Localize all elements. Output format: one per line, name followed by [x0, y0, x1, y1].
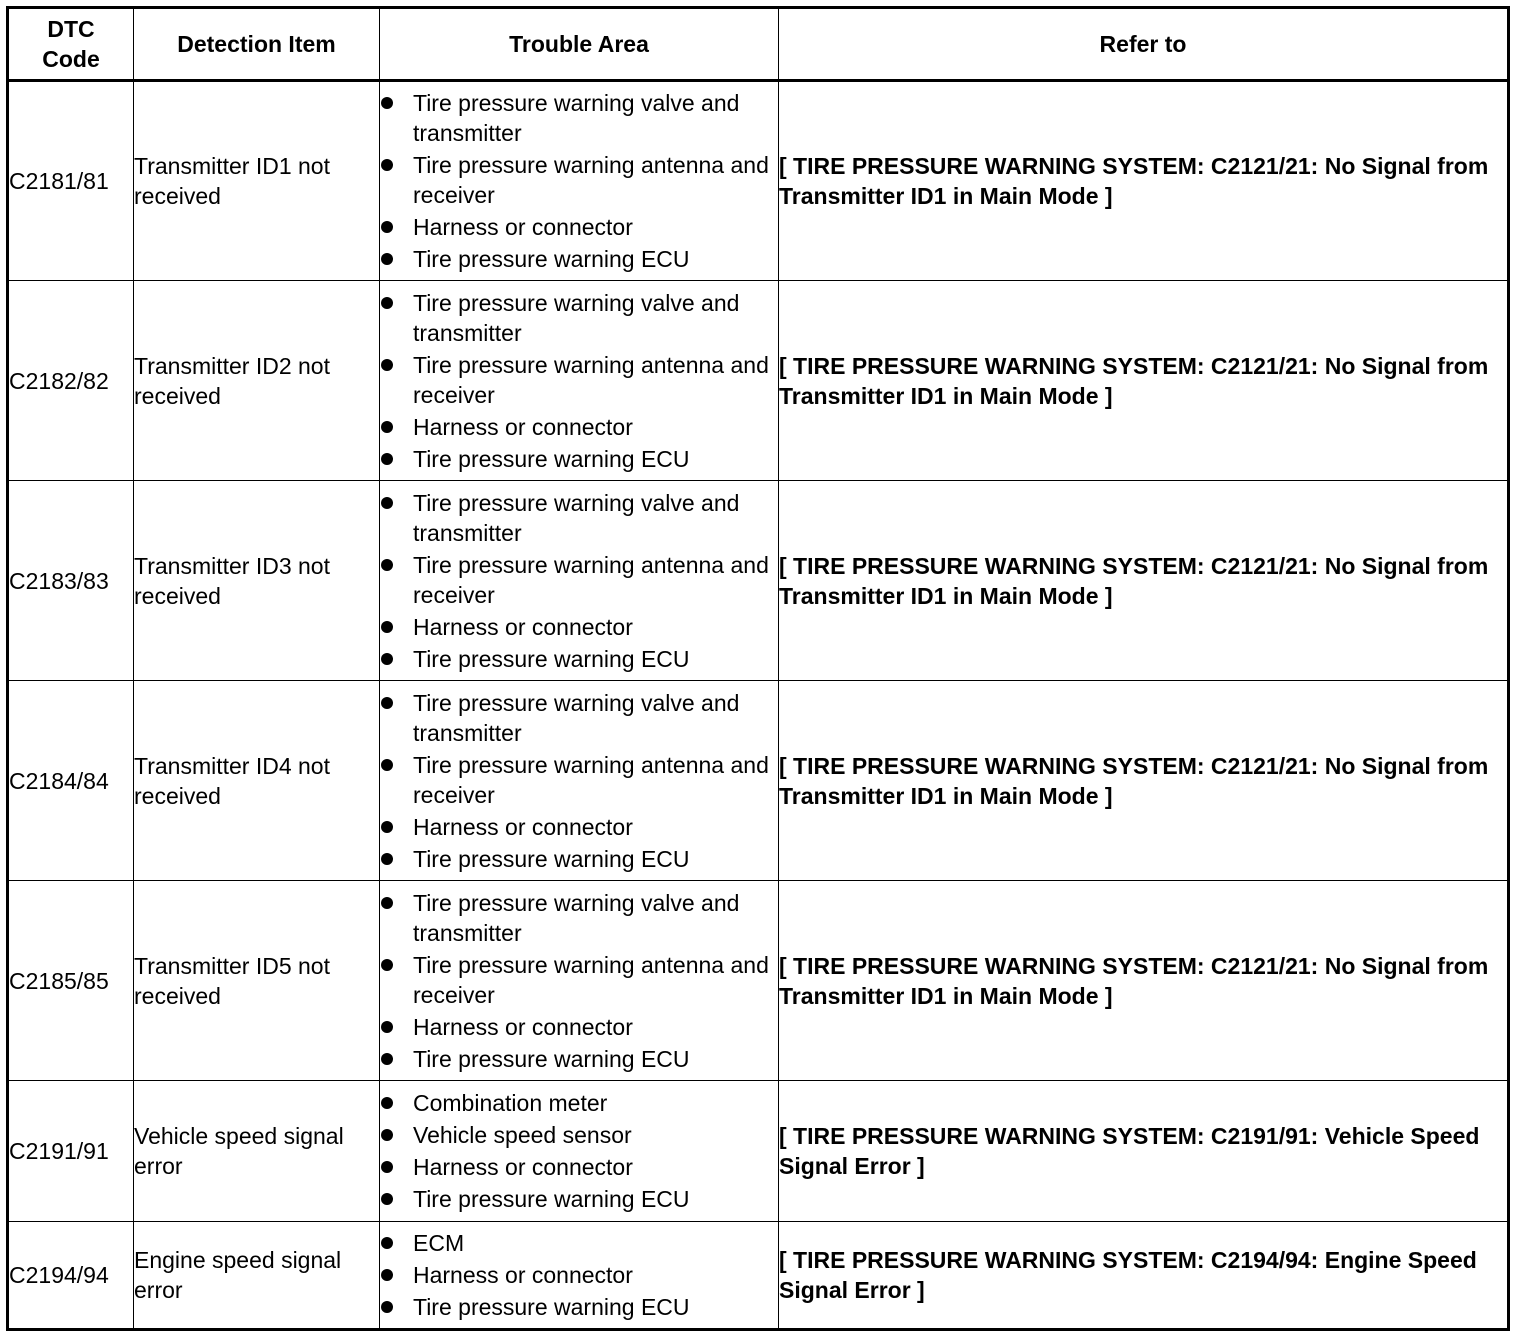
refer-to-link[interactable]: [ TIRE PRESSURE WARNING SYSTEM: C2121/21: No Signal from Transmitter ID1 in Main Mode ] — [779, 881, 1509, 1081]
detection-item: Vehicle speed signal error — [134, 1081, 380, 1222]
trouble-area-item: Tire pressure warning ECU — [380, 1292, 778, 1322]
table-row — [8, 81, 1509, 281]
refer-to-link[interactable]: [ TIRE PRESSURE WARNING SYSTEM: C2121/21: No Signal from Transmitter ID1 in Main Mode ] — [779, 81, 1509, 281]
refer-to-link[interactable]: [ TIRE PRESSURE WARNING SYSTEM: C2194/94: Engine Speed Signal Error ] — [779, 1222, 1509, 1330]
detection-item: Transmitter ID4 not received — [134, 681, 380, 881]
table-row — [8, 1081, 1509, 1222]
trouble-area-item: Harness or connector — [380, 412, 778, 442]
trouble-area-item: Tire pressure warning valve and transmitter — [380, 688, 778, 748]
trouble-area-item: Tire pressure warning valve and transmitter — [380, 488, 778, 548]
trouble-area-item: Tire pressure warning valve and transmitter — [380, 88, 778, 148]
refer-to-link[interactable]: [ TIRE PRESSURE WARNING SYSTEM: C2121/21: No Signal from Transmitter ID1 in Main Mode ] — [779, 281, 1509, 481]
trouble-area-item: Vehicle speed sensor — [380, 1120, 778, 1150]
dtc-code: C2182/82 — [8, 281, 134, 481]
refer-to-link[interactable]: [ TIRE PRESSURE WARNING SYSTEM: C2121/21: No Signal from Transmitter ID1 in Main Mode ] — [779, 681, 1509, 881]
trouble-area-item: Tire pressure warning ECU — [380, 1184, 778, 1214]
trouble-area-item: Harness or connector — [380, 1152, 778, 1182]
header-detection-item: Detection Item — [134, 8, 380, 81]
trouble-area — [380, 1081, 779, 1222]
trouble-area — [380, 281, 779, 481]
trouble-area-item: Harness or connector — [380, 212, 778, 242]
trouble-area-item: Tire pressure warning ECU — [380, 1044, 778, 1074]
dtc-code: C2181/81 — [8, 81, 134, 281]
trouble-area-item: Tire pressure warning valve and transmitter — [380, 288, 778, 348]
detection-item: Transmitter ID1 not received — [134, 81, 380, 281]
table-row — [8, 281, 1509, 481]
detection-item: Transmitter ID3 not received — [134, 481, 380, 681]
trouble-area — [380, 881, 779, 1081]
trouble-area-item: Tire pressure warning ECU — [380, 644, 778, 674]
dtc-table — [6, 6, 1510, 1331]
trouble-area-item: Tire pressure warning valve and transmitter — [380, 888, 778, 948]
trouble-area-item: Combination meter — [380, 1088, 778, 1118]
table-row — [8, 1222, 1509, 1330]
dtc-code: C2183/83 — [8, 481, 134, 681]
detection-item: Transmitter ID5 not received — [134, 881, 380, 1081]
trouble-area — [380, 481, 779, 681]
trouble-area — [380, 1222, 779, 1330]
refer-to-link[interactable]: [ TIRE PRESSURE WARNING SYSTEM: C2121/21: No Signal from Transmitter ID1 in Main Mode ] — [779, 481, 1509, 681]
trouble-area-item: Harness or connector — [380, 1012, 778, 1042]
trouble-area-item: Tire pressure warning antenna and receiver — [380, 750, 778, 810]
dtc-code: C2194/94 — [8, 1222, 134, 1330]
table-row — [8, 881, 1509, 1081]
trouble-area-item: Tire pressure warning ECU — [380, 244, 778, 274]
header-trouble-area: Trouble Area — [380, 8, 779, 81]
header-row — [8, 8, 1509, 81]
table-row — [8, 481, 1509, 681]
trouble-area-item: Tire pressure warning ECU — [380, 444, 778, 474]
trouble-area — [380, 681, 779, 881]
dtc-code: C2184/84 — [8, 681, 134, 881]
detection-item: Engine speed signal error — [134, 1222, 380, 1330]
refer-to-link[interactable]: [ TIRE PRESSURE WARNING SYSTEM: C2191/91: Vehicle Speed Signal Error ] — [779, 1081, 1509, 1222]
trouble-area-item: Harness or connector — [380, 1260, 778, 1290]
trouble-area-item: Tire pressure warning antenna and receiver — [380, 550, 778, 610]
header-refer-to: Refer to — [779, 8, 1509, 81]
header-dtc-code: DTC Code — [8, 8, 134, 81]
trouble-area-item: ECM — [380, 1228, 778, 1258]
trouble-area — [380, 81, 779, 281]
dtc-code: C2191/91 — [8, 1081, 134, 1222]
trouble-area-item: Harness or connector — [380, 812, 778, 842]
trouble-area-item: Tire pressure warning antenna and receiver — [380, 150, 778, 210]
table-row — [8, 681, 1509, 881]
trouble-area-item: Tire pressure warning antenna and receiver — [380, 350, 778, 410]
trouble-area-item: Tire pressure warning antenna and receiver — [380, 950, 778, 1010]
detection-item: Transmitter ID2 not received — [134, 281, 380, 481]
trouble-area-item: Tire pressure warning ECU — [380, 844, 778, 874]
trouble-area-item: Harness or connector — [380, 612, 778, 642]
dtc-code: C2185/85 — [8, 881, 134, 1081]
